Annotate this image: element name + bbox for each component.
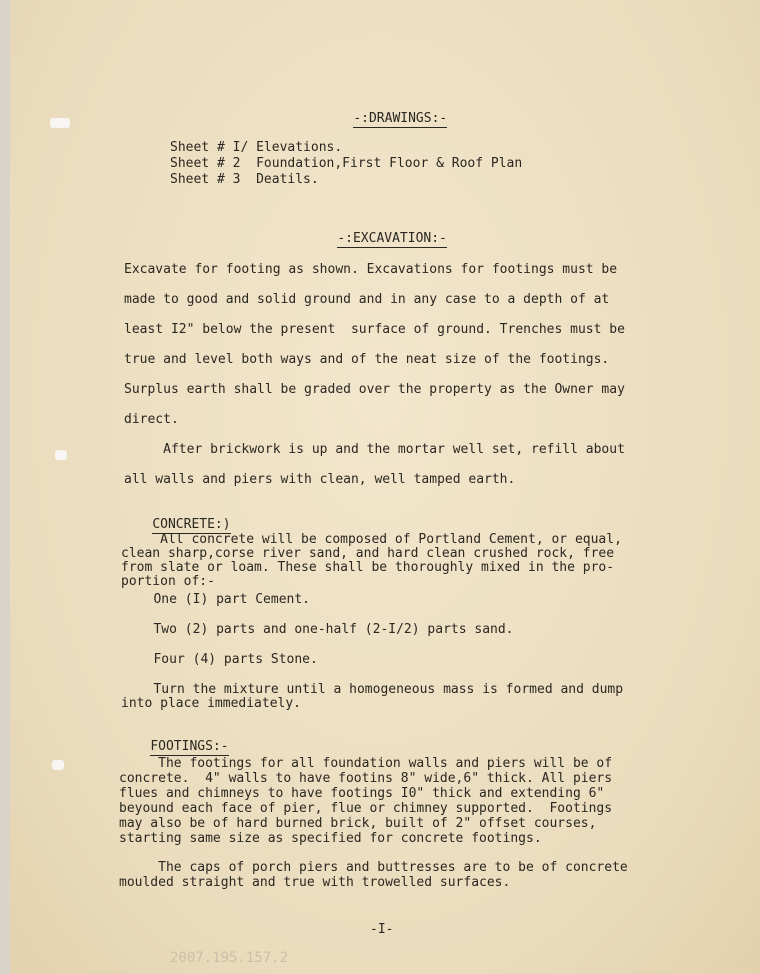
paragraph-line: from slate or loam. These shall be thoroughly mixed in the pro-: [121, 560, 615, 575]
paragraph-line: all walls and piers with clean, well tamped earth.: [124, 472, 516, 487]
paragraph-line: made to good and solid ground and in any case to a depth of at: [124, 292, 610, 307]
paragraph-line: The caps of porch piers and buttresses are to be of concrete: [119, 860, 628, 875]
drawings-heading-text: -:DRAWINGS:-: [353, 111, 448, 126]
concrete-heading-text: CONCRETE:): [152, 517, 231, 532]
page-number: -I-: [370, 922, 394, 937]
paragraph-line: Four (4) parts Stone.: [130, 652, 318, 667]
excavation-heading: [306, 216, 447, 261]
paragraph-line: The footings for all foundation walls and piers will be of: [119, 756, 613, 771]
paragraph-line: clean sharp,corse river sand, and hard clean crushed rock, free: [121, 546, 615, 561]
binding-hole: [52, 760, 64, 770]
sheet-line: Sheet # 3 Deatils.: [170, 172, 319, 187]
paragraph-line: moulded straight and true with trowelled surfaces.: [119, 875, 511, 890]
paragraph-line: Excavate for footing as shown. Excavations for footings must be: [124, 262, 618, 277]
binding-hole: [55, 450, 67, 460]
paragraph-line: Surplus earth shall be graded over the property as the Owner may: [124, 382, 625, 397]
paragraph-line: true and level both ways and of the neat size of the footings.: [124, 352, 610, 367]
binding-hole: [50, 118, 70, 128]
paragraph-line: flues and chimneys to have footings I0" thick and extending 6": [119, 786, 605, 801]
paragraph-line: into place immediately.: [121, 696, 302, 711]
sheet-line: Sheet # 2 Foundation,First Floor & Roof Plan: [170, 156, 523, 171]
sheet-line: Sheet # I/ Elevations.: [170, 140, 343, 155]
paragraph-line: One (I) part Cement.: [130, 592, 311, 607]
page-edge: [0, 0, 10, 974]
footings-heading-text: FOOTINGS:-: [150, 739, 229, 754]
catalog-number: 2007.195.157.2: [170, 950, 289, 966]
paragraph-line: After brickwork is up and the mortar well set, refill about: [124, 442, 625, 457]
paragraph-line: Turn the mixture until a homogeneous mass is formed and dump: [130, 682, 624, 697]
paragraph-line: Two (2) parts and one-half (2-I/2) parts sand.: [130, 622, 514, 637]
paragraph-line: starting same size as specified for concrete footings.: [119, 831, 542, 846]
paragraph-line: may also be of hard burned brick, built of 2" offset courses,: [119, 816, 597, 831]
paragraph-line: portion of:-: [121, 574, 215, 589]
paragraph-line: All concrete will be composed of Portland Cement, or equal,: [121, 532, 622, 547]
paragraph-line: concrete. 4" walls to have footins 8" wide,6" thick. All piers: [119, 771, 613, 786]
paragraph-line: beyound each face of pier, flue or chimney supported. Footings: [119, 801, 613, 816]
excavation-heading-text: -:EXCAVATION:-: [337, 231, 447, 246]
paragraph-line: direct.: [124, 412, 179, 427]
drawings-heading: [322, 96, 447, 141]
paragraph-line: least I2" below the present surface of ground. Trenches must be: [124, 322, 625, 337]
